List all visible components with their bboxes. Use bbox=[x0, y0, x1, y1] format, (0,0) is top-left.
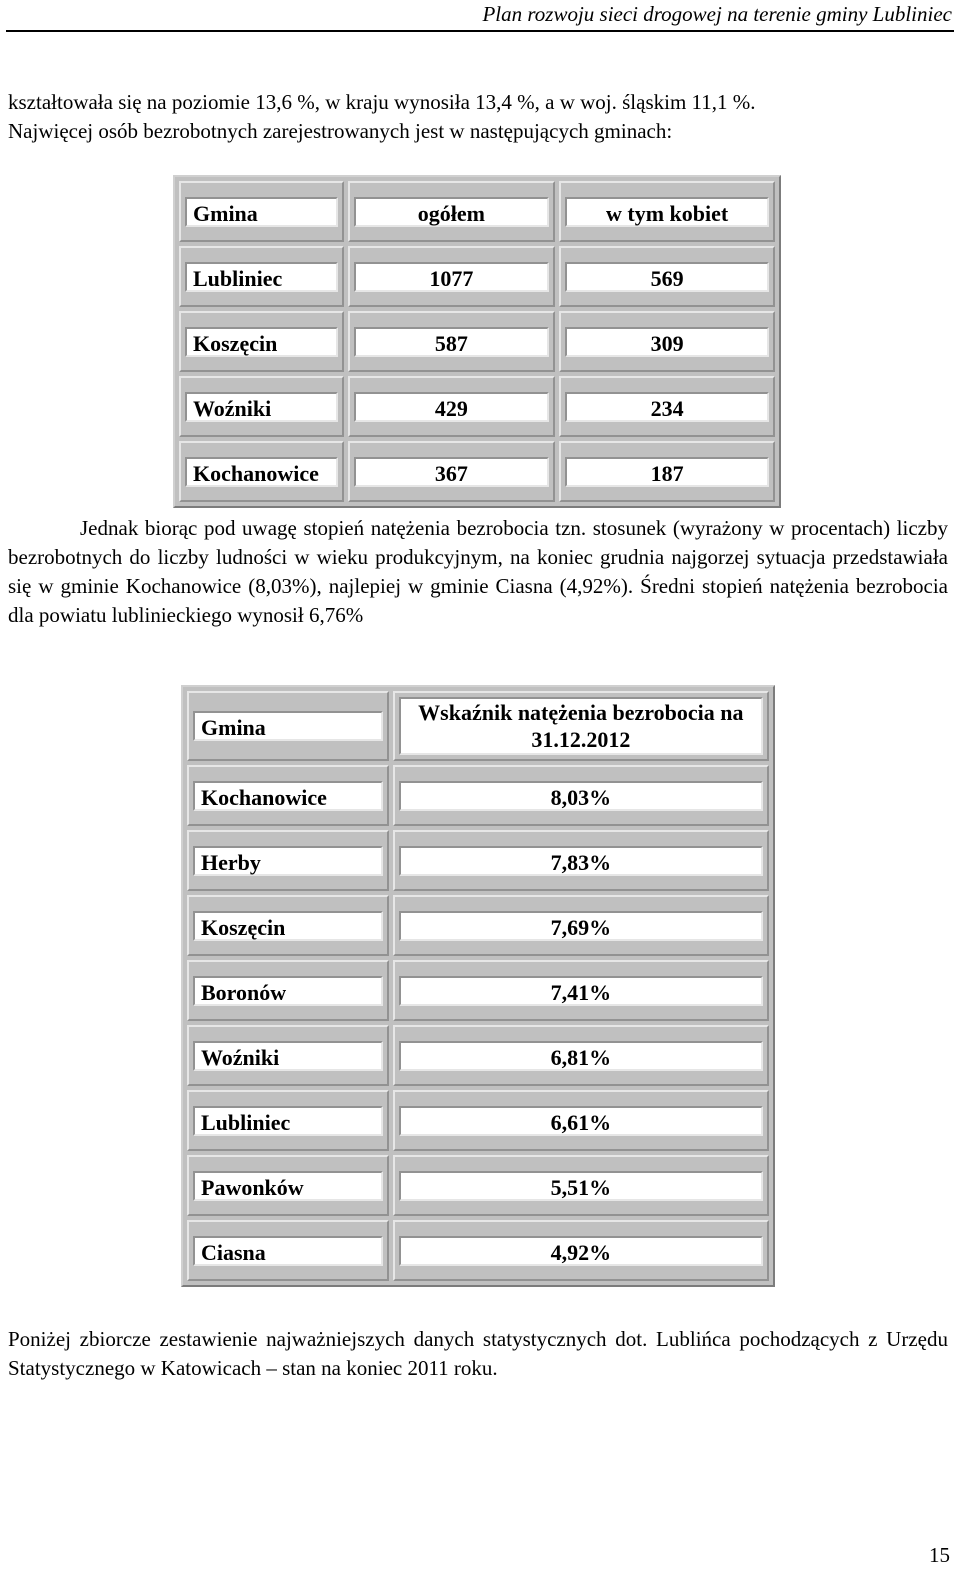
header-gmina: Gmina bbox=[185, 197, 338, 227]
cell-ogolem: 1077 bbox=[354, 262, 550, 292]
unemployment-rate-table bbox=[181, 685, 775, 1287]
cell-gmina: Woźniki bbox=[185, 392, 338, 422]
table-cell bbox=[393, 960, 769, 1021]
table-header-row bbox=[179, 181, 775, 242]
table-cell bbox=[187, 1025, 389, 1086]
header-ogolem: ogółem bbox=[354, 197, 550, 227]
table-cell bbox=[348, 441, 556, 502]
cell-rate: 5,51% bbox=[399, 1171, 763, 1201]
page-header bbox=[0, 0, 960, 32]
table-cell bbox=[348, 246, 556, 307]
cell-gmina: Boronów bbox=[193, 976, 383, 1006]
table-cell bbox=[179, 376, 344, 437]
cell-gmina: Ciasna bbox=[193, 1236, 383, 1266]
cell-gmina: Lubliniec bbox=[193, 1106, 383, 1136]
cell-gmina: Kochanowice bbox=[193, 781, 383, 811]
header-cell bbox=[179, 181, 344, 242]
table-cell bbox=[179, 441, 344, 502]
table-cell bbox=[393, 1090, 769, 1151]
unemployed-by-gmina-table bbox=[173, 175, 781, 508]
header-cell bbox=[348, 181, 556, 242]
cell-gmina: Kochanowice bbox=[185, 457, 338, 487]
table-row bbox=[187, 1220, 769, 1281]
header-cell bbox=[187, 691, 389, 761]
table-cell bbox=[393, 1025, 769, 1086]
table-row bbox=[187, 830, 769, 891]
cell-kobiet: 309 bbox=[565, 327, 769, 357]
cell-kobiet: 234 bbox=[565, 392, 769, 422]
table-cell bbox=[393, 1155, 769, 1216]
cell-ogolem: 429 bbox=[354, 392, 550, 422]
table-cell bbox=[559, 376, 775, 437]
table-row bbox=[187, 1025, 769, 1086]
cell-gmina: Herby bbox=[193, 846, 383, 876]
cell-rate: 6,81% bbox=[399, 1041, 763, 1071]
header-cell bbox=[559, 181, 775, 242]
page-number: 15 bbox=[929, 1543, 950, 1567]
table-cell bbox=[559, 311, 775, 372]
table-cell bbox=[187, 1155, 389, 1216]
table-row bbox=[179, 376, 775, 437]
table-row bbox=[187, 1155, 769, 1216]
table-header-row bbox=[187, 691, 769, 761]
cell-rate: 6,61% bbox=[399, 1106, 763, 1136]
cell-rate: 7,41% bbox=[399, 976, 763, 1006]
header-rule bbox=[6, 30, 954, 32]
header-title: Plan rozwoju sieci drogowej na terenie gminy Lubliniec bbox=[482, 2, 952, 26]
paragraph-unemployment-intensity: Jednak biorąc pod uwagę stopień natężenia bezrobocia tzn. stosunek (wyrażony w procentach) liczby bezrobotnych do liczby ludności w wieku produkcyjnym, na koniec grudnia najgorzej sytuacja przedstawiała się w gminie Kochanowice (8,03%), najlepiej w gminie Ciasna (4,92%). Średni stopień natężenia bezrobocia dla powiatu lublinieckiego wynosił 6,76% bbox=[8, 516, 948, 627]
cell-gmina: Lubliniec bbox=[185, 262, 338, 292]
table-row bbox=[179, 311, 775, 372]
table-cell bbox=[393, 830, 769, 891]
cell-rate: 7,83% bbox=[399, 846, 763, 876]
cell-rate: 4,92% bbox=[399, 1236, 763, 1266]
table-row bbox=[187, 895, 769, 956]
table-cell bbox=[393, 765, 769, 826]
cell-gmina: Koszęcin bbox=[193, 911, 383, 941]
cell-gmina: Koszęcin bbox=[185, 327, 338, 357]
cell-gmina: Woźniki bbox=[193, 1041, 383, 1071]
cell-ogolem: 587 bbox=[354, 327, 550, 357]
table-cell bbox=[187, 960, 389, 1021]
cell-ogolem: 367 bbox=[354, 457, 550, 487]
table-row bbox=[179, 441, 775, 502]
table-row bbox=[187, 1090, 769, 1151]
table-cell bbox=[187, 1220, 389, 1281]
header-wskaznik: Wskaźnik natężenia bezrobocia na 31.12.2012 bbox=[399, 697, 763, 755]
cell-rate: 8,03% bbox=[399, 781, 763, 811]
table-cell bbox=[187, 830, 389, 891]
table-row bbox=[187, 765, 769, 826]
table-cell bbox=[348, 376, 556, 437]
paragraph-summary: Poniżej zbiorcze zestawienie najważniejszych danych statystycznych dot. Lublińca pochodzących z Urzędu Statystycznego w Katowicach – stan na koniec 2011 roku. bbox=[8, 1327, 948, 1380]
table-cell bbox=[187, 1090, 389, 1151]
table-row bbox=[187, 960, 769, 1021]
table-cell bbox=[187, 895, 389, 956]
paragraph-intro bbox=[8, 88, 948, 146]
table-cell bbox=[179, 246, 344, 307]
header-w-tym-kobiet: w tym kobiet bbox=[565, 197, 769, 227]
paragraph-intro-line-1: kształtowała się na poziomie 13,6 %, w kraju wynosiła 13,4 %, a w woj. śląskim 11,1 %. bbox=[8, 90, 756, 114]
cell-kobiet: 187 bbox=[565, 457, 769, 487]
cell-rate: 7,69% bbox=[399, 911, 763, 941]
table-cell bbox=[393, 895, 769, 956]
table-cell bbox=[393, 1220, 769, 1281]
table-cell bbox=[559, 441, 775, 502]
table-cell bbox=[559, 246, 775, 307]
header-gmina: Gmina bbox=[193, 711, 383, 741]
table-cell bbox=[179, 311, 344, 372]
cell-gmina: Pawonków bbox=[193, 1171, 383, 1201]
cell-kobiet: 569 bbox=[565, 262, 769, 292]
table-cell bbox=[348, 311, 556, 372]
table-cell bbox=[187, 765, 389, 826]
table-row bbox=[179, 246, 775, 307]
header-cell bbox=[393, 691, 769, 761]
paragraph-intro-line-2: Najwięcej osób bezrobotnych zarejestrowanych jest w następujących gminach: bbox=[8, 119, 673, 143]
